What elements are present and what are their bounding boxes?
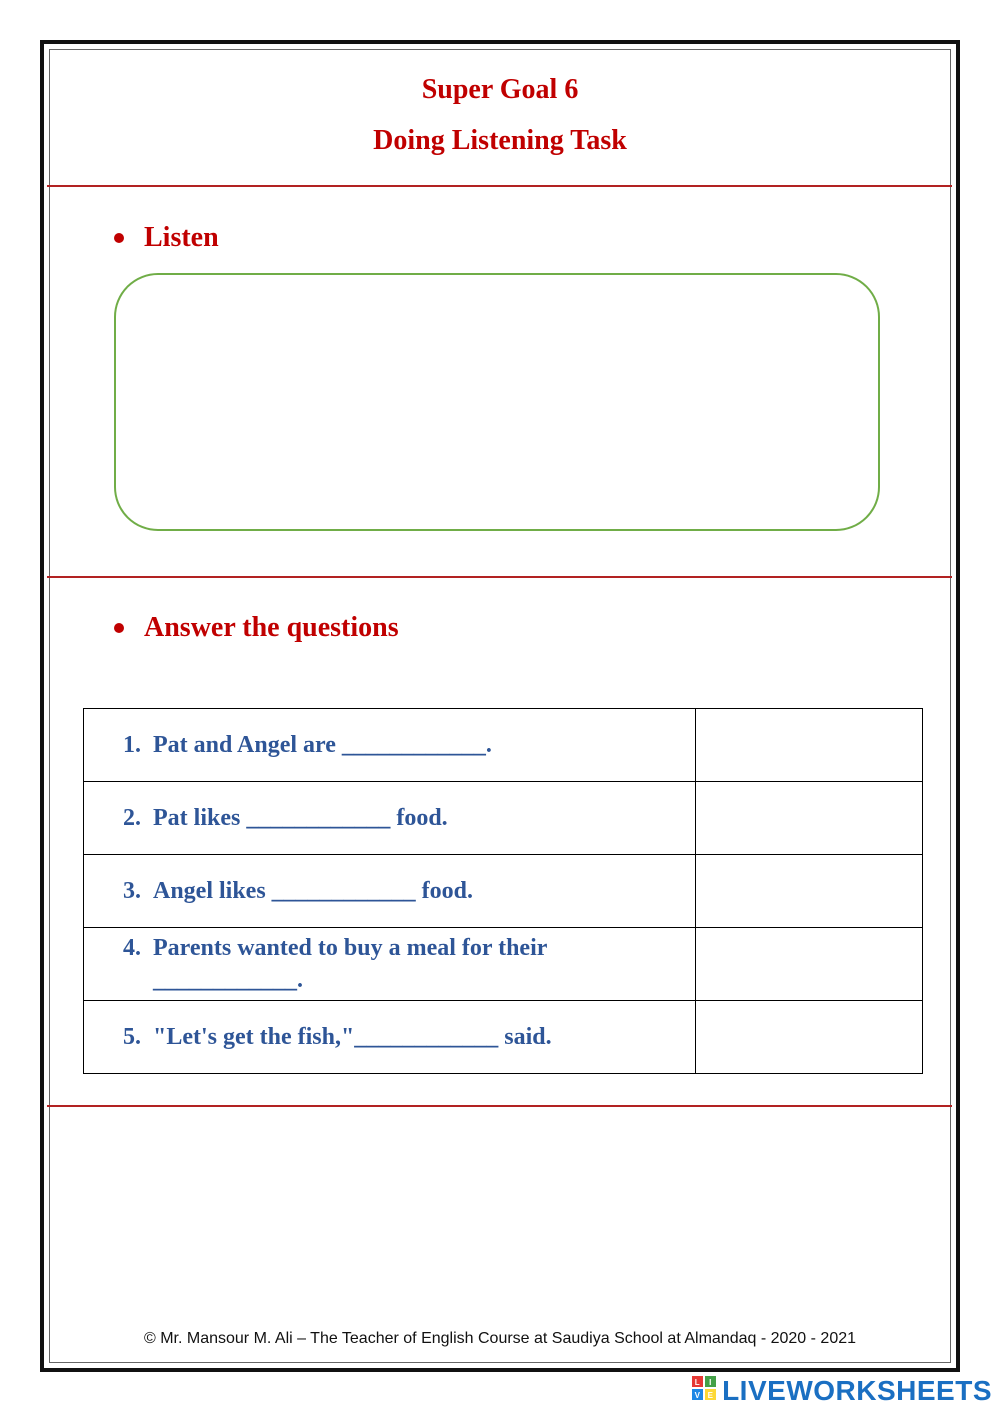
question-cell (84, 1001, 696, 1074)
question-text: Angel likes ____________ food. (153, 878, 474, 904)
liveworksheets-logo-icon (692, 1375, 716, 1407)
question-text: Parents wanted to buy a meal for their ____________. (153, 935, 547, 993)
question-number: 5. (123, 1024, 141, 1050)
svg-text:I: I (709, 1378, 712, 1387)
liveworksheets-brand[interactable] (692, 1375, 992, 1407)
question-cell (84, 782, 696, 855)
audio-player-box[interactable] (114, 273, 880, 531)
answer-field[interactable] (696, 1001, 923, 1074)
divider-listen (47, 576, 952, 578)
table-row (84, 855, 923, 928)
divider-questions (47, 1105, 952, 1107)
answer-field[interactable] (696, 782, 923, 855)
questions-table (83, 708, 923, 1074)
svg-text:E: E (707, 1391, 714, 1400)
listen-heading-label: Listen (144, 222, 219, 253)
question-cell (84, 928, 696, 1001)
bullet-icon (114, 233, 124, 243)
svg-text:L: L (694, 1378, 701, 1387)
answer-heading (114, 612, 399, 644)
table-row (84, 782, 923, 855)
question-text: "Let's get the fish,"____________ said. (153, 1024, 552, 1050)
table-row (84, 709, 923, 782)
worksheet-title: Super Goal 6 (421, 74, 579, 105)
table-row (84, 1001, 923, 1074)
question-number: 3. (123, 878, 141, 904)
question-number: 2. (123, 805, 141, 831)
answer-heading-label: Answer the questions (144, 612, 399, 643)
answer-field[interactable] (696, 709, 923, 782)
svg-text:V: V (694, 1391, 701, 1400)
question-text: Pat and Angel are ____________. (153, 732, 492, 758)
table-row (84, 928, 923, 1001)
worksheet-subtitle: Doing Listening Task (373, 125, 627, 156)
question-number: 1. (123, 732, 141, 758)
answer-field[interactable] (696, 928, 923, 1001)
bullet-icon (114, 623, 124, 633)
footer-credit: © Mr. Mansour M. Ali – The Teacher of English Course at Saudiya School at Almandaq - 2020 - 2021 (143, 1330, 857, 1347)
question-number: 4. (123, 935, 141, 961)
question-cell (84, 855, 696, 928)
liveworksheets-brand-name: LIVEWORKSHEETS (722, 1375, 992, 1406)
answer-field[interactable] (696, 855, 923, 928)
listen-heading (114, 222, 219, 254)
question-text: Pat likes ____________ food. (153, 805, 448, 831)
question-cell (84, 709, 696, 782)
divider-header (47, 185, 952, 187)
